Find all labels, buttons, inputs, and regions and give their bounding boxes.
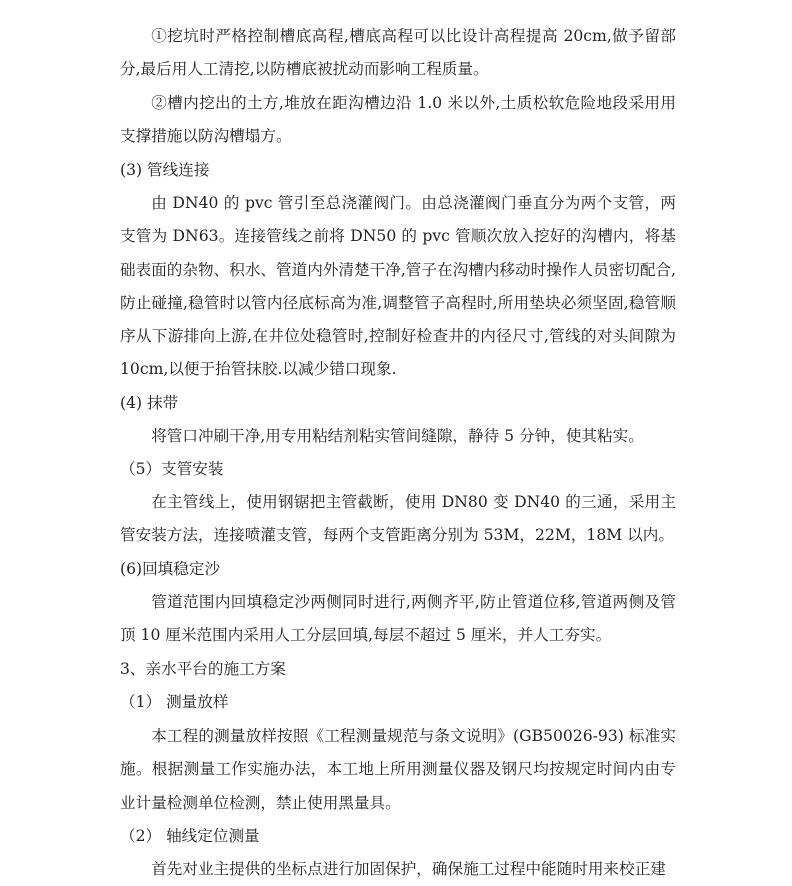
paragraph-spoil-placement: ②槽内挖出的土方,堆放在距沟槽边沿 1.0 米以外,土质松软危险地段采用用支撑措施以防沟槽塌方。 bbox=[120, 94, 676, 146]
heading-backfill: (6)回填稳定沙 bbox=[120, 560, 221, 578]
paragraph-branch-install: 在主管线上，使用钢锯把主管截断，使用 DN80 变 DN40 的三通，采用主管安装方法，连接喷灌支管，每两个支管距离分别为 53M，22M，18M 以内。 bbox=[120, 493, 676, 545]
subheading-survey: （1） 测量放样 bbox=[120, 693, 229, 711]
paragraph-pipe-connection: 由 DN40 的 pvc 管引至总浇灌阀门。由总浇灌阀门垂直分为两个支管，两支管为 DN63。连接管线之前将 DN50 的 pvc 管顺次放入挖好的沟槽内，将基础表面的杂物、积水、管道内外清楚干净,管子在沟槽内移动时操作人员密切配合,防止碰撞,稳管时以管内径底标高为准,调整管子高程时,所用垫块必须坚固,稳管顺序从下游排向上游,在井位处稳管时,控制好检查井的内径尺寸,管线的对头间隙为 10cm,以便于抬管抹胶.以减少错口现象. bbox=[120, 194, 676, 379]
paragraph-axis-positioning: 首先对业主提供的坐标点进行加固保护，确保施工过程中能随时用来校正建 bbox=[151, 860, 666, 878]
heading-pipe-connection: (3) 管线连接 bbox=[120, 161, 210, 179]
subheading-axis-positioning: （2） 轴线定位测量 bbox=[120, 827, 260, 845]
heading-branch-install: （5）支管安装 bbox=[120, 460, 224, 478]
heading-banding: (4) 抹带 bbox=[120, 394, 179, 412]
section-heading-platform: 3、亲水平台的施工方案 bbox=[120, 660, 286, 678]
paragraph-banding: 将管口冲刷干净,用专用粘结剂粘实管间缝隙，静待 5 分钟，使其粘实。 bbox=[151, 427, 644, 445]
paragraph-survey: 本工程的测量放样按照《工程测量规范与条文说明》(GB50026-93) 标准实施。根据测量工作实施办法，本工地上所用测量仪器及钢尺均按规定时间内由专业计量检测单位检测，禁止使用黑量具。 bbox=[120, 727, 676, 812]
paragraph-excavation-elevation: ①挖坑时严格控制槽底高程,槽底高程可以比设计高程提高 20cm,做予留部分,最后用人工清挖,以防槽底被扰动而影响工程质量。 bbox=[120, 27, 676, 79]
paragraph-backfill: 管道范围内回填稳定沙两侧同时进行,两侧齐平,防止管道位移,管道两侧及管顶 10 厘米范围内采用人工分层回填,每层不超过 5 厘米，并人工夯实。 bbox=[120, 593, 676, 645]
